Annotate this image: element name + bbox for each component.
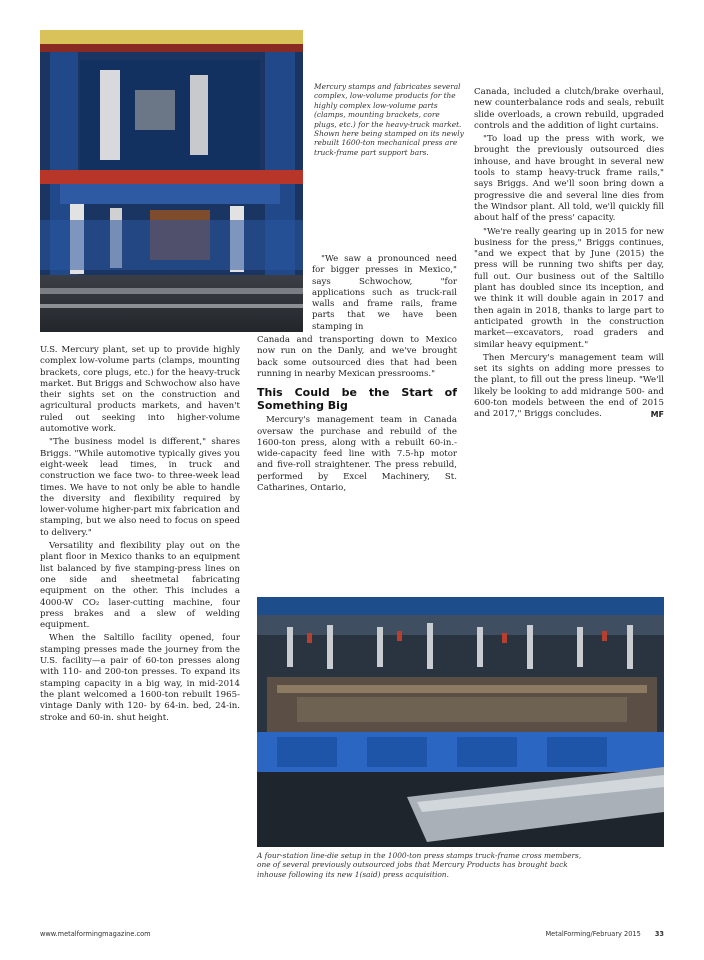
photo-caption-top: Mercury stamps and fabricates several complex, low-volume products for the highly complex low-volume parts (clamps, mounting brackets, core plugs, etc.) for the heavy-truck market. Shown here being stamped on its newly rebuilt 1600-ton mechanical press are truck-frame part support bars. <box>314 82 464 157</box>
end-of-article-mark: MF <box>650 410 664 420</box>
line-die-photo-graphic <box>257 597 664 847</box>
body-paragraph: U.S. Mercury plant, set up to provide highly complex low-volume parts (clamps, mounting brackets, core plugs, etc.) for the heavy-truck market. But Briggs and Schwochow also have their sights set on the construction and agricultural products markets, and haven't ruled out seeking into higher-volume automotive work. <box>40 345 240 435</box>
footer-issue <box>545 930 664 938</box>
body-paragraph: "To load up the press with work, we brought the previously outsourced dies inhouse, and have brought in several new tools to stamp heavy-truck frame rails," says Briggs. And we'll soon bring down a progressive die and several line dies from the Windsor plant. All told, we'll quickly fill about half of the press' capacity. <box>474 134 664 224</box>
footer-website: www.metalformingmagazine.com <box>40 930 151 938</box>
section-subhead: This Could be the Start of Something Big <box>257 386 457 413</box>
body-paragraph: Canada and transporting down to Mexico now run on the Danly, and we've brought back some outsourced dies that had been running in nearby Mexican pressrooms." <box>257 335 457 379</box>
body-paragraph: "We're really gearing up in 2015 for new business for the press," Briggs continues, "and we expect that by June (2015) the press will be running two shifts per day, full out. Our business out of the Saltillo plant has doubled since its inception, and we think it will double again in 2017 and then again in 2018, thanks to large part to anticipated growth in the construction market—excavators, road graders and similar heavy equipment." <box>474 226 664 350</box>
page-number: 33 <box>654 930 664 938</box>
body-paragraph: Versatility and flexibility play out on the plant floor in Mexico thanks to an equipment list balanced by five stamping-press lines on one side and sheetmetal fabricating equipment on the other. This includes a 4000-W CO₂ laser-cutting machine, four press brakes and a slew of welding equipment. <box>40 541 240 631</box>
body-paragraph: "The business model is different," shares Briggs. "While automotive typically gives you eight-week lead times, in truck and construction we face two- to three-week lead times. We have to not only be able to handle the diversity and flexibility required by lower-volume higher-part mix fabrication and stamping, but we also need to focus on speed to delivery." <box>40 437 240 538</box>
body-paragraph-text: Then Mercury's management team will set its sights on adding more presses to the plant, to fill out the press lineup. "We'll likely be looking to add midrange 500- and 600-ton models between the end of 2015 and 2017," Briggs concludes. <box>474 352 664 420</box>
line-die-photo-bottom <box>257 597 664 847</box>
photo-caption-bottom: A four-station line-die setup in the 1000-ton press stamps truck-frame cross members, one of several previously outsourced jobs that Mercury Products has brought back inhouse following its new 1(said) press acquisition. <box>257 851 582 879</box>
body-paragraph: Mercury's management team in Canada oversaw the purchase and rebuild of the 1600-ton press, along with a rebuilt 60-in.-wide-capacity feed line with 7.5-hp motor and five-roll straightener. The press rebuild, performed by Excel Machinery, St. Catharines, Ontario, <box>257 415 457 494</box>
body-paragraph: "We saw a pronounced need for bigger presses in Mexico," says Schwochow, "for applications such as truck-rail walls and frame rails, frame parts that we have been stamping in <box>312 254 457 332</box>
body-paragraph <box>474 353 664 421</box>
body-paragraph: Canada, included a clutch/brake overhaul, new counterbalance rods and seals, rebuilt slide overloads, a crown rebuild, upgraded controls and the addition of light curtains. <box>474 87 664 131</box>
article-column-1 <box>40 345 240 726</box>
body-paragraph: When the Saltillo facility opened, four stamping presses made the journey from the U.S. facility—a pair of 60-ton presses along with 110- and 200-ton presses. To expand its stamping capacity in a big way, in mid-2014 the plant welcomed a 1600-ton rebuilt 1965-vintage Danly with 120- by 64-in. bed, 24-in. stroke and 60-in. shut height. <box>40 633 240 723</box>
article-column-2 <box>257 254 457 496</box>
article-column-3 <box>474 87 664 423</box>
footer-issue-text: MetalForming/February 2015 <box>545 930 641 938</box>
